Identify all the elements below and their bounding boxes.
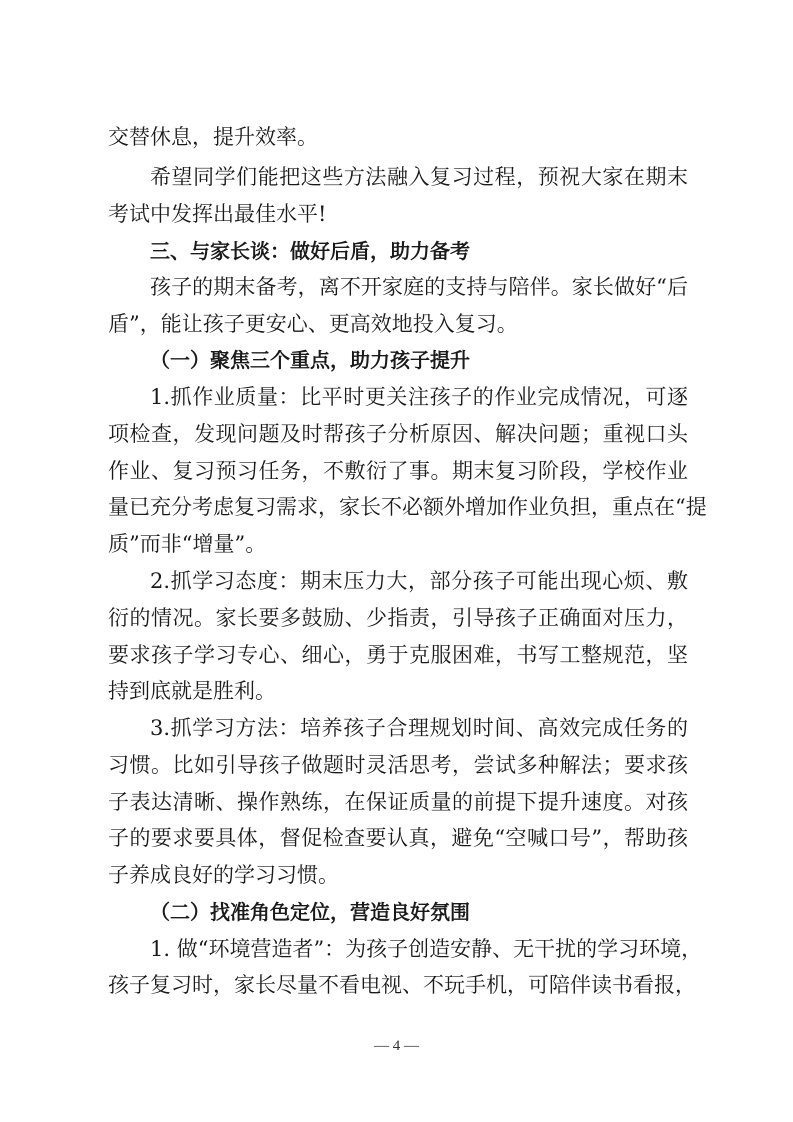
page-number: — 4 — [374,1038,419,1054]
paragraph-line: 考试中发挥出最佳水平! [108,202,327,226]
paragraph-line: 子养成良好的学习习惯。 [108,863,339,887]
paragraph-line: 衍的情况。家长要多鼓励、少指责，引导孩子正确面对压力， [108,606,688,630]
paragraph-line: 项检查，发现问题及时帮孩子分析原因、解决问题；重视口头 [108,422,688,446]
paragraph-line: 盾”，能让孩子更安心、更高效地投入复习。 [108,312,518,336]
paragraph-line: 子的要求要具体，督促检查要认真，避免“空喊口号”，帮助孩 [108,826,688,850]
paragraph-line: 质”而非“增量”。 [108,532,267,556]
paragraph-line: 要求孩子学习专心、细心，勇于克服困难，书写工整规范，坚 [108,643,688,667]
paragraph-line: 1.抓作业质量：比平时更关注孩子的作业完成情况，可逐 [150,385,688,409]
paragraph-line: 1. 做“环境营造者”：为孩子创造安静、无干扰的学习环境， [150,937,703,961]
paragraph-line: 孩子复习时，家长尽量不看电视、不玩手机，可陪伴读书看报， [108,973,696,997]
paragraph-line: 持到底就是胜利。 [108,679,276,703]
paragraph-line: 作业、复习预习任务，不敷衍了事。期末复习阶段，学校作业 [108,459,688,483]
paragraph-line: 子表达清晰、操作熟练，在保证质量的前提下提升速度。对孩 [108,790,688,814]
paragraph-line: 交替休息，提升效率。 [108,125,318,149]
paragraph-line: 量已充分考虑复习需求，家长不必额外增加作业负担，重点在“提 [108,495,707,519]
paragraph-line: 3.抓学习方法：培养孩子合理规划时间、高效完成任务的 [150,716,688,740]
paragraph-line: 2.抓学习态度：期末压力大，部分孩子可能出现心烦、敷 [150,569,688,593]
subsection-heading: （二）找准角色定位，营造良好氛围 [150,900,470,924]
section-heading: 三、与家长谈：做好后盾，助力备考 [150,239,470,263]
paragraph-line: 孩子的期末备考，离不开家庭的支持与陪伴。家长做好“后 [150,275,688,299]
paragraph-line: 习惯。比如引导孩子做题时灵活思考，尝试多种解法；要求孩 [108,753,688,777]
subsection-heading: （一）聚焦三个重点，助力孩子提升 [150,348,470,372]
paragraph-line: 希望同学们能把这些方法融入复习过程，预祝大家在期末 [150,165,688,189]
